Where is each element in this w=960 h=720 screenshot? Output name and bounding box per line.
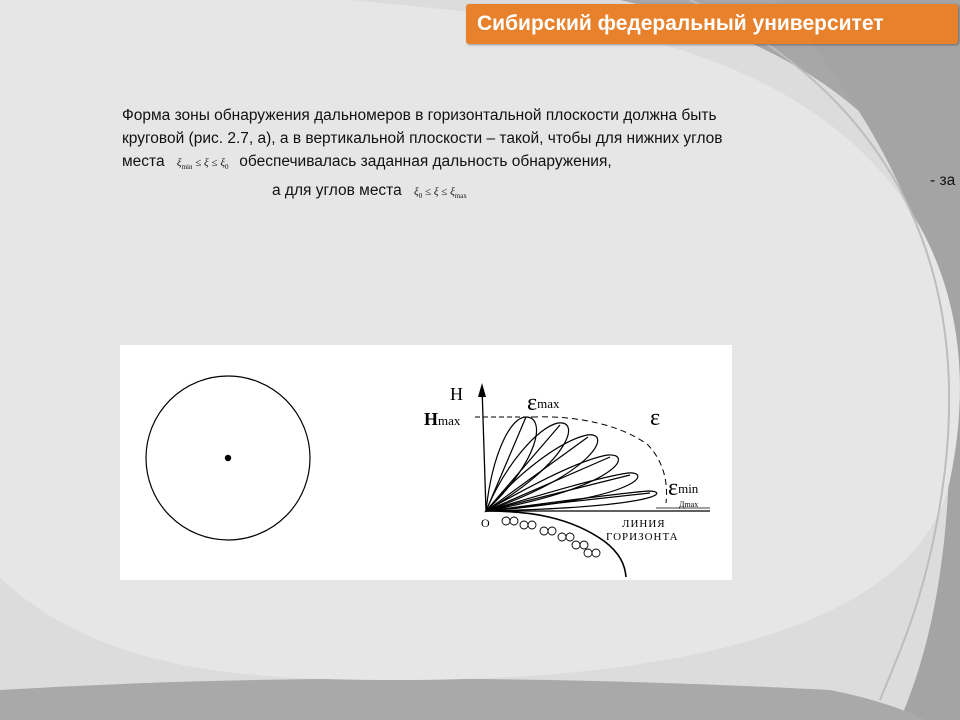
formula2-var2: ξ <box>433 186 439 199</box>
formula2-sub1: 0 <box>418 192 423 201</box>
detection-zone-figure <box>120 345 732 580</box>
formula1-op2: ≤ <box>211 157 218 169</box>
formula1-var3: ξ <box>220 157 226 169</box>
earth-hatching <box>502 517 600 557</box>
label-eps-min-sub: min <box>678 481 699 496</box>
label-eps-max <box>527 390 560 416</box>
figure-svg <box>120 345 732 580</box>
label-eps: ε <box>650 405 661 431</box>
paragraph-line-1: Форма зоны обнаружения дальномеров в горизонтальной плоскости должна быть <box>122 107 717 124</box>
university-title: Сибирский федеральный университет <box>477 12 884 35</box>
label-eps-max-main: ε <box>527 390 538 416</box>
earth-surface-curve <box>486 511 626 577</box>
formula1-op1: ≤ <box>195 157 202 169</box>
formula-min-range <box>176 157 231 172</box>
label-eps-min <box>668 475 699 501</box>
h-axis <box>482 387 486 511</box>
label-h-max <box>424 409 461 429</box>
label-h: H <box>450 384 463 404</box>
label-d-max: Дmax <box>679 500 699 509</box>
label-eps-min-main: ε <box>668 475 679 501</box>
description-paragraph <box>122 104 862 208</box>
label-origin: O <box>481 516 490 530</box>
label-h-max-main: H <box>424 409 439 429</box>
formula2-op1: ≤ <box>425 186 432 199</box>
cut-off-text: - за <box>930 172 956 189</box>
beam-lobes <box>486 417 657 511</box>
label-h-max-sub: max <box>438 413 461 428</box>
label-horizon-line2: ГОРИЗОНТА <box>606 531 679 543</box>
line3-prefix: места <box>122 153 165 170</box>
line3-suffix: обеспечивалась заданная дальность обнаружения, <box>239 153 612 170</box>
formula2-op2: ≤ <box>441 186 448 199</box>
paragraph-line-4 <box>122 179 862 208</box>
label-horizon-line1: ЛИНИЯ <box>622 518 666 530</box>
formula1-sub1: min <box>181 163 193 172</box>
formula2-sub3: max <box>454 192 467 201</box>
label-eps-max-sub: max <box>537 396 560 411</box>
h-axis-arrow <box>478 383 486 397</box>
university-banner <box>466 4 958 44</box>
paragraph-line-3 <box>122 150 862 179</box>
formula2-var3: ξ <box>450 186 455 199</box>
formula2-var1: ξ <box>414 186 419 199</box>
formula1-var1: ξ <box>176 157 182 169</box>
line4-prefix: а для углов места <box>272 182 402 200</box>
radar-center-dot <box>225 455 231 461</box>
formula-max-range <box>414 186 467 201</box>
formula1-sub3: 0 <box>225 163 229 172</box>
formula1-var2: ξ <box>204 157 209 169</box>
beam-axis-2 <box>486 425 560 511</box>
paragraph-line-2: круговой (рис. 2.7, а), а в вертикальной плоскости – такой, чтобы для нижних углов <box>122 130 723 147</box>
